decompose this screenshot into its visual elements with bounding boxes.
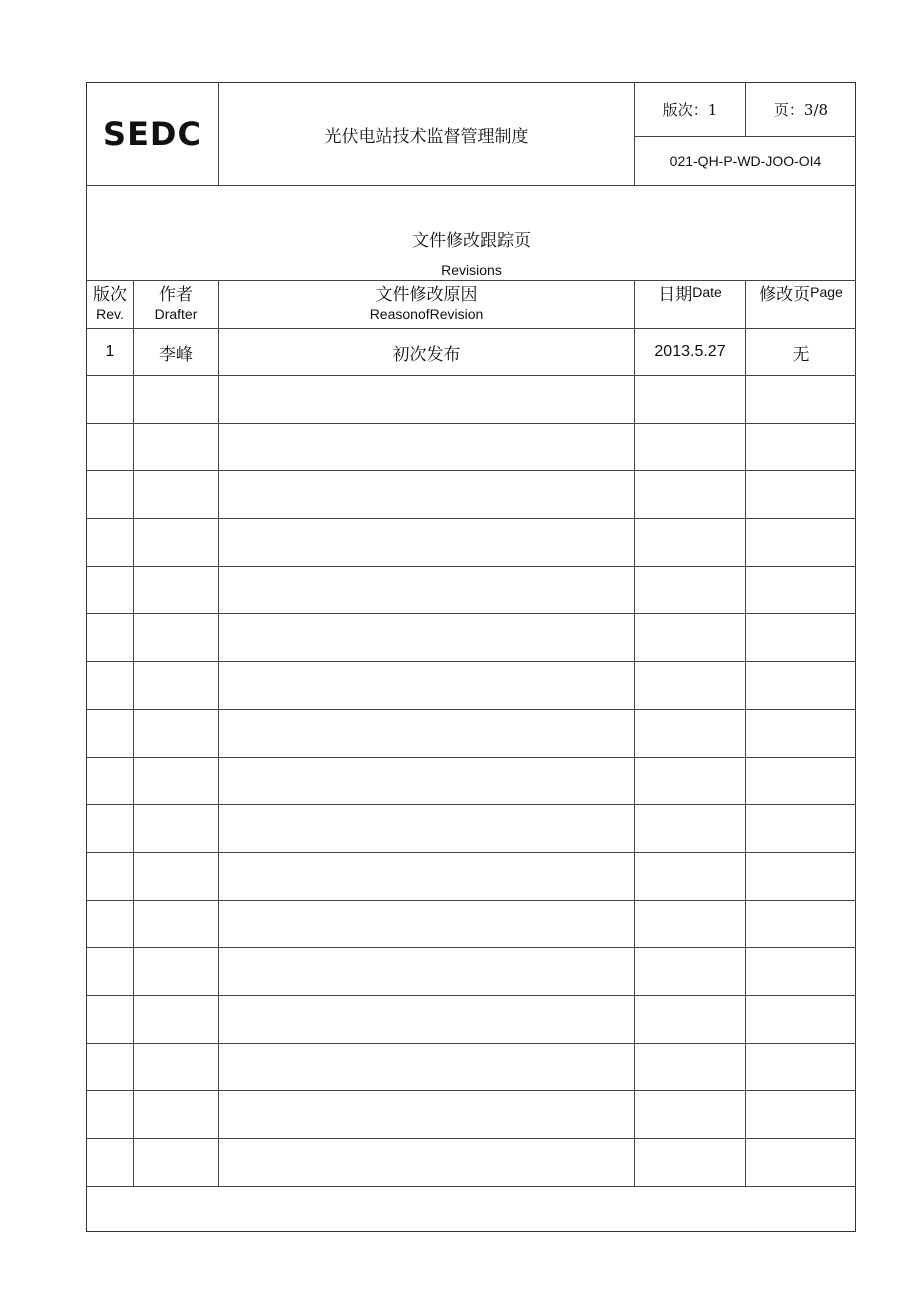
col-header-page-cn: 修改页 [759, 284, 811, 305]
table-row-line [86, 613, 856, 614]
table-row-line [86, 1138, 856, 1139]
col-header-rev-en: Rev. [96, 305, 124, 322]
table-row-line [86, 661, 856, 662]
table-row-line [86, 995, 856, 996]
col-header-date-en: Date [692, 284, 722, 300]
row-1-date: 2013.5.27 [654, 343, 726, 360]
table-row-line [86, 1186, 856, 1187]
table-row-line [86, 375, 856, 376]
table-column-line [634, 280, 635, 1186]
col-header-reason [219, 280, 634, 328]
table-row-line [86, 280, 856, 281]
col-header-drafter [134, 280, 218, 328]
col-header-reason-en: ReasonofRevision [369, 305, 484, 322]
table-row-line [86, 947, 856, 948]
col-header-page [746, 280, 856, 304]
row-1-drafter: 李峰 [159, 344, 193, 365]
table-row-line [86, 423, 856, 424]
table-row-line [86, 518, 856, 519]
table-row-line [86, 1043, 856, 1044]
table-row-line [86, 900, 856, 901]
row-1-page: 无 [792, 344, 810, 365]
document-code: 021-QH-P-WD-JOO-OI4 [669, 153, 822, 169]
row-1-reason: 初次发布 [392, 344, 461, 365]
row-1-rev: 1 [105, 343, 115, 360]
col-header-page-en: Page [810, 284, 843, 300]
col-header-reason-cn: 文件修改原因 [375, 285, 478, 306]
table-row-line [86, 470, 856, 471]
revisions-subtitle: Revisions [441, 262, 502, 278]
table-column-line [218, 280, 219, 1186]
col-header-date-cn: 日期 [658, 284, 693, 305]
col-header-rev [87, 280, 133, 328]
table-row-line [86, 757, 856, 758]
table-row-line [86, 328, 856, 329]
divider [86, 185, 856, 186]
table-row-line [86, 1090, 856, 1091]
col-header-drafter-en: Drafter [154, 305, 198, 322]
col-header-rev-cn: 版次 [93, 285, 127, 306]
table-row-line [86, 709, 856, 710]
table-column-line [133, 280, 134, 1186]
document-frame [86, 82, 856, 1232]
edition-label: 版次：1 [662, 101, 718, 119]
document-title: 光伏电站技术监督管理制度 [324, 126, 529, 147]
table-row-line [86, 566, 856, 567]
revisions-title: 文件修改跟踪页 [412, 230, 531, 251]
table-column-line [745, 280, 746, 1186]
logo: SEDC [103, 115, 202, 153]
page-label: 页：3/8 [773, 101, 829, 119]
col-header-date [635, 280, 745, 304]
col-header-drafter-cn: 作者 [159, 285, 193, 306]
table-row-line [86, 804, 856, 805]
table-row-line [86, 852, 856, 853]
